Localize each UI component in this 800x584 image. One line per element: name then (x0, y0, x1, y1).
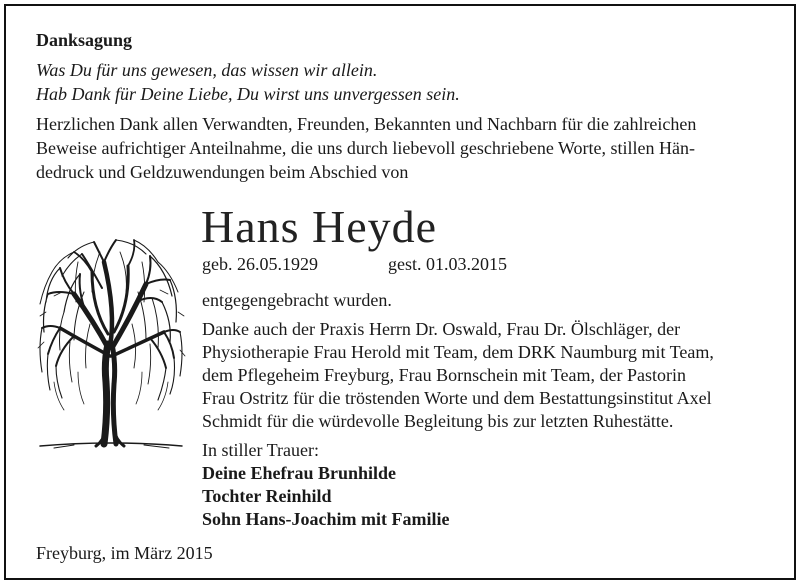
mourning-intro: In stiller Trauer: (202, 440, 319, 460)
after-name-text: entgegengebracht wurden. (202, 290, 392, 310)
intro-line: Herzlichen Dank allen Verwandten, Freunden, Bekannten und Nachbarn für die zahlreichen (36, 114, 697, 134)
thanks-line: Danke auch der Praxis Herrn Dr. Oswald, Frau Dr. Ölschläger, der (202, 319, 681, 339)
deceased-name: Hans Heyde (201, 201, 438, 252)
intro-line: Beweise aufrichtiger Anteilnahme, die uns durch liebevoll geschriebene Worte, stillen Hän- (36, 138, 696, 158)
thanks-line: Physiotherapie Frau Herold mit Team, dem DRK Naumburg mit Team, (202, 342, 714, 362)
thanks-line: Frau Ostritz für die tröstenden Worte und dem Bestattungsinstitut Axel (202, 388, 712, 408)
mourner: Sohn Hans-Joachim mit Familie (202, 509, 450, 529)
mourner: Tochter Reinhild (202, 486, 332, 506)
place-date: Freyburg, im März 2015 (36, 543, 213, 563)
tree-icon (34, 232, 186, 454)
death-date: gest. 01.03.2015 (388, 254, 507, 274)
birth-date: geb. 26.05.1929 (202, 254, 318, 274)
intro-line: dedruck und Geldzuwendungen beim Abschied von (36, 162, 409, 182)
mourner: Deine Ehefrau Brunhilde (202, 463, 397, 483)
obituary-notice (4, 4, 796, 580)
thanks-line: dem Pflegeheim Freyburg, Frau Bornschein mit Team, der Pastorin (202, 365, 686, 385)
life-dates (202, 254, 507, 275)
thanks-line: Schmidt für die würdevolle Begleitung bis zur letzten Ruhestätte. (202, 411, 674, 431)
poem-line: Hab Dank für Deine Liebe, Du wirst uns unvergessen sein. (36, 84, 460, 104)
poem-line: Was Du für uns gewesen, das wissen wir allein. (36, 60, 378, 80)
heading: Danksagung (36, 30, 133, 50)
